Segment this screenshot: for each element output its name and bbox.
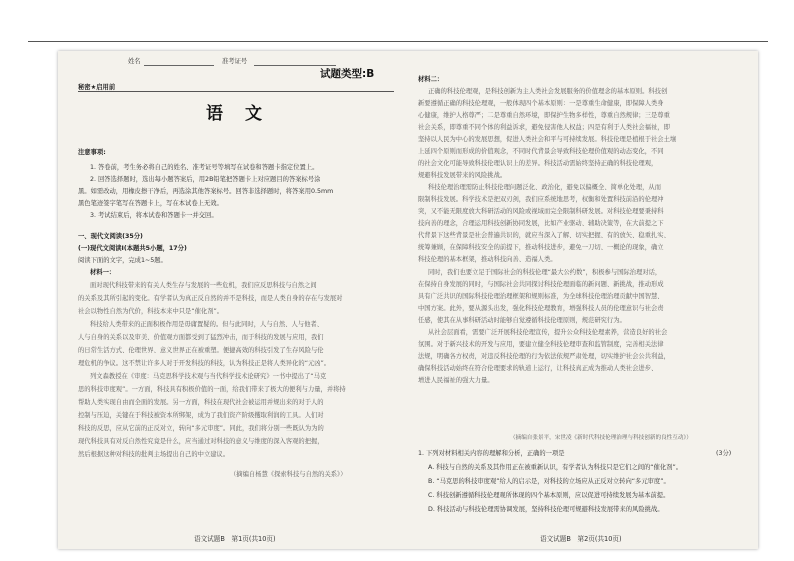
section-heading: 一、现代文阅读(35分) — [78, 233, 143, 240]
subject-title: 语文 — [206, 104, 284, 124]
passage-line: 科技的反思，应从它前的正反对立，转向“多元审度”。同此，我们将分别一些既认为为的 — [78, 425, 324, 432]
passage-line: 坚持以人民为中心的发展思想，促进人类社会和平与可持续发展。科技伦理是植根于社会土壤 — [418, 136, 677, 143]
exam-type-label: 试题类型:B — [320, 68, 375, 80]
passage-line: 现代科技具有对反自然性究竟是什么，应当通过对科技的意义与维度的深入客观的把握， — [78, 438, 324, 445]
passage-line: 同时，我们也要立足于国际社会的科技伦理“最大公约数”，积极参与国际治理对话， — [428, 269, 662, 276]
passage-line: 统筹兼顾，在保障科技安全的前提下，推动科技进步，避免一刀切、一概论的现象，确立 — [418, 244, 664, 251]
note-line: 黑。如需改动，用橡皮擦干净后，再选涂其他答案标号。回答非选择题时，将答案用0.5mm — [78, 188, 334, 195]
passage-line: 社会以物性自然为代价，科技本来中只是“催化剂”。 — [78, 308, 224, 315]
passage-line: 氛围。对于新兴技术的开发与应用，要建立健全科技伦理审查和监管制度，完善相关法律 — [418, 341, 664, 348]
passage-line: 法规，明确各方权责，对违反科技伦理的行为依法依规严肃处理，切实维护社会公共利益， — [418, 353, 670, 360]
note-line: 2. 回答选择题时，选出每小题答案后，用2B铅笔把答题卡上对应题目的答案标号涂 — [90, 176, 321, 183]
material-2-label: 材料二： — [418, 76, 444, 83]
passage-line: 任感，使其在从事科研活动时能够自觉遵循科技伦理原则，规范研究行为。 — [418, 317, 626, 324]
passage-line: 人与自身的关系以及审美、价值观方面都受到了猛烈冲击，而于科技的发展与应用，我们 — [78, 334, 324, 341]
passage-line: 新要遵循正确的科技伦理观，一般体现四个基本原则：一是尊重生命健康，即保障人类身 — [418, 100, 664, 107]
passage-line: 增进人民福祉的强大力量。 — [418, 377, 494, 384]
passage-line: 限制科技发展。科学技术是把双刃剑，我们应系统地思考，权衡和处置科技前沿的伦理冲 — [418, 196, 664, 203]
passage-line: 列文森教授在《审度：马克思科学技术观与当代科学技术论研究》一书中提出了“马克 — [90, 373, 327, 380]
passage-line: 确保科技活动始终在符合伦理要求的轨道上运行，让科技真正成为推动人类社会进步、 — [418, 365, 658, 372]
passage-line: 突，又不能无限度放大科研活动的风险或视域而完全限制科研发展。对科技伦理要秉持科 — [418, 208, 664, 215]
passage-line: 科技给人类带来的正面积极作用是毋庸置疑的。但与此同时，人与自然、人与他者、 — [90, 321, 323, 328]
exam-page-1 — [64, 51, 402, 549]
name-label: 姓名 — [128, 58, 141, 65]
passage-line: 在保持自身发展的同时，与国际社会共同探讨科技伦理面临的新问题、新挑战，推动形成 — [418, 281, 664, 288]
passage-line: 帮助人类实现自由而全面的发展。另一方面，科技在现代社会被运用并规出来的对于人的 — [78, 399, 324, 406]
passage-line: 中国方案。此外，要从源头出发，强化科技伦理教育，增强科技人员的伦理意识与社会责 — [418, 305, 664, 312]
note-line: 1. 答卷前，考生务必将自己的姓名、准考证号等填写在试卷和答题卡指定位置上。 — [90, 164, 319, 171]
passage-line: 科技伦理治理需防止科技伦理问题泛化、政治化，避免以偏概全、简单化处理，从而 — [428, 184, 661, 191]
page-footer: 语文试题B 第2页(共10页) — [540, 535, 622, 543]
passage-line: 心健康，维护人格尊严；二是尊重自然环境，即保护生物多样性，尊重自然规律；三是尊重 — [418, 112, 670, 119]
exam-id-label: 准考证号 — [222, 58, 248, 65]
passage-line: 具有广泛共识的国际科技伦理治理框架和规则标准，为全球科技伦理治理贡献中国智慧、 — [418, 293, 664, 300]
note-line: 3. 考试结束后，将本试卷和答题卡一并交回。 — [90, 212, 218, 219]
exam-page-2 — [410, 51, 752, 549]
passage-line: 的日常生活方式、伦理世界、意义世界正在被重塑。便捷高效的科技引发了生存风险与伦 — [78, 347, 324, 354]
passage-line: 技向善的理念，合理运用科技创新协同发展，比如产业驱动、辅助决策等，在大前提之下 — [418, 220, 664, 227]
passage-line: 社会关系，即尊重不同个体的利益诉求，避免侵害他人权益；四是有利于人类社会福祉，即 — [418, 124, 670, 131]
notes-title: 注意事项: — [78, 149, 106, 156]
passage-line: 面对现代科技带来的有关人类生存与发展的一些危机，我们应反思科技与自然之间 — [90, 282, 317, 289]
exam-id-field — [254, 57, 336, 66]
note-line: 黑色笔迹签字笔写在答题卡上，写在本试卷上无效。 — [78, 200, 223, 207]
passage-line: 规避科技发展带来的风险挑战。 — [418, 172, 507, 179]
question-1-stem: 1. 下列对材料相关内容的理解和分析，正确的一项是 — [418, 450, 565, 457]
question-1-option-a: A. 科技与自然的关系及其作用正在被重新认识，有学者认为科技只是它们之间的“催化剂”。 — [428, 464, 683, 471]
page-footer: 语文试题B 第1页(共10页) — [194, 535, 276, 543]
passage-line: 的社会文化可能导致科技伦理认识上的差异。科技活动需始终坚持正确的科技伦理观， — [418, 160, 658, 167]
question-1-option-b: B. “马克思的科技审度观”给人的启示是，对科技的立场应从正反对立转向“多元审度”。 — [428, 478, 670, 485]
passage-line: 控制与压迫，关键在于科技被资本所绑架，成为了我们资产阶级攫取利润的工具。人们对 — [78, 412, 324, 419]
question-1-points: (3分) — [716, 450, 732, 457]
passage-line: 思的科技审度观”。一方面，科技具有积极价值的一面，给我们带来了极大的便利与力量，并将持 — [78, 386, 346, 393]
passage-line: 理危机的争议。这不禁让许多人对于开发科技的科技，认为科技正是将人类异化的“元凶”。 — [78, 360, 331, 367]
passage-line: 的关系及其所引起的变化。有学者认为真正反自然的并不是科技，而是人类自身的存在与发展对 — [78, 295, 343, 302]
passage-line: 然后根据这种对科技的批判主场提出自己的中立建议。 — [78, 451, 230, 458]
passage-line: 上延四个原则而形成的价值观念，不同时代背景会导致科技伦理价值观的动态变化，不同 — [418, 148, 664, 155]
exam-sheet — [58, 51, 758, 549]
subsection-heading: (一)现代文阅读Ⅰ(本题共5小题，17分) — [78, 245, 187, 252]
header-rule — [78, 91, 394, 92]
citation: （摘编自杨慧《探索科技与自然的关系》） — [230, 471, 347, 478]
secret-mark: 秘密★启用前 — [78, 84, 116, 91]
citation: （摘编自张景平，宋世凌《新时代科技伦理治理与科技创新的良性互动》） — [510, 435, 692, 441]
question-1-option-c: C. 科技创新遵循科技伦理观所体现的四个基本原则，应以促进可持续发展为基本前提。 — [428, 492, 670, 499]
material-1-label: 材料一： — [90, 269, 116, 276]
name-field — [144, 57, 214, 66]
question-1-option-d: D. 科技活动与科技伦理需协调发展，坚持科技伦理可规避科技发展带来的风险挑战。 — [428, 506, 664, 513]
passage-line: 从社会层面看，需要广泛开展科技伦理宣传，提升公众科技伦理素养，营造良好的社会 — [428, 329, 668, 336]
reading-instruction: 阅读下面的文字，完成1~5题。 — [78, 257, 167, 264]
scan-top-line — [28, 41, 768, 42]
passage-line: 代背景下这些背景是社会普遍共识的，就应当深入了解、切实把握、有的放矢、稳重扎实、 — [418, 232, 670, 239]
passage-line: 正确的科技伦理观，是科技创新为主人类社会发展服务的价值理念的基本原则。科技创 — [428, 88, 668, 95]
passage-line: 科技伦理的基本框架，推动科技向善、造福人类。 — [418, 256, 557, 263]
